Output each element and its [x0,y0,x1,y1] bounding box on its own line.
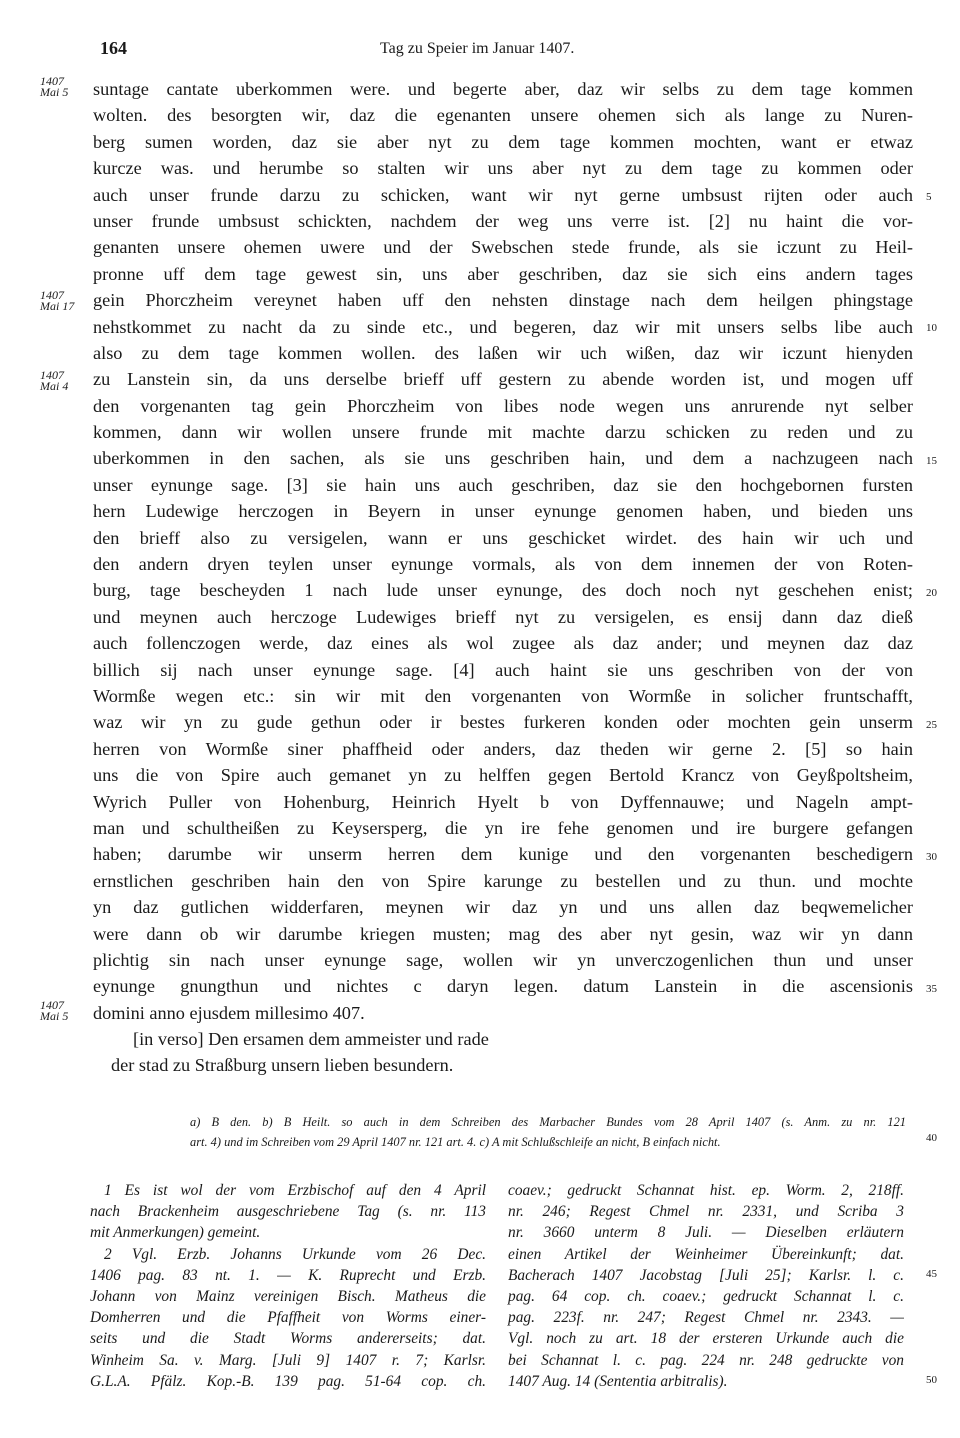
body-line: auch unser frunde darzu zu schicken, want wir nyt gerne umbsust rijten oder auch [93,184,913,205]
apparatus-line: art. 4) und im Schreiben vom 29 April 1407 nr. 121 art. 4. c) A mit Schlußschleife an nicht, B einfach nicht. [190,1135,721,1149]
margin-date-day: Mai 5 [40,85,69,99]
body-line: auch follenczogen werde, daz eines als wol zugee als daz ander; und meynen daz daz [93,633,913,654]
footnotes-left-column [90,1180,486,1392]
apparatus-line: a) B den. b) B Heilt. so auch in dem Schreiben des Marbacher Bundes vom 28 April 1407 (s. Anm. zu nr. 121 [190,1115,906,1129]
body-line: berg sumen worden, daz sie aber nyt zu dem tage kommen mochten, want er etwaz [93,131,913,152]
critical-apparatus [190,1112,906,1152]
body-line: kommen, dann wir wollen unsere frunde mit machte darzu schicken zu reden und zu [93,422,913,443]
footnote-line: Vgl. noch zu art. 18 der ersteren Urkunde auch die [508,1330,904,1348]
margin-date-year: 1407 [40,74,64,88]
line-number: 15 [926,455,937,467]
body-line: eynunge gnungthun und nichtes c daryn legen. datum Lanstein in die ascensionis [93,976,913,997]
page-number: 164 [100,38,127,58]
margin-date [40,370,92,392]
footnote-line: G.L.A. Pfälz. Kop.-B. 139 pag. 51-64 cop. ch. [90,1372,486,1390]
footnote-line: mit Anmerkungen) gemeint. [90,1224,261,1242]
body-line: hern Ludewige herczogen in Beyern in unser eynunge genomen haben, und bieden uns [93,501,913,522]
margin-date [40,1000,92,1022]
footnote-line: pag. 64 cop. ch. coaev.; gedruckt Schannat l. c. [508,1287,904,1305]
body-line: Wyrich Puller von Hohenburg, Heinrich Hyelt b von Dyffennauwe; und Nageln ampt- [93,791,913,812]
line-number: 40 [926,1132,937,1144]
margin-date-year: 1407 [40,998,64,1012]
footnote-line: Johann von Mainz vereinigen Bisch. Matheus die [90,1287,486,1305]
margin-date-year: 1407 [40,368,64,382]
footnote-line: nr. 246; Regest Chmel nr. 2331, und Scriba 3 [508,1203,904,1221]
body-line: billich sij nach unser eynunge sage. [4] auch haint sie uns geschriben von der von [93,659,913,680]
body-line: gein Phorczheim vereynet haben uff den nehsten dinstage nach dem heilgen phingstage [93,290,913,311]
body-line: uns die von Spire auch gemanet yn zu helffen gegen Bertold Krancz von Geyßpoltsheim, [93,765,913,786]
body-line: haben; darumbe wir unserm herren dem kunige und den vorgenanten beschedigern [93,844,913,865]
footnote-line: Bacherach 1407 Jacobstag [Juli 25]; Karlsr. l. c. [508,1266,904,1284]
body-line: zu Lanstein sin, da uns derselbe brieff uff gestern zu abende worden ist, und mogen uff [93,369,913,390]
body-line: nehstkommet zu nacht da zu sinde etc., und begeren, daz wir mit unsers selbs libe auch [93,316,913,337]
body-line: den brieff also zu versigelen, wann er uns geschicket wirdet. des hain wir uch und [93,527,913,548]
body-line: Wormße wegen etc.: sin wir mit den vorgenanten von Wormße in solicher fruntschafft, [93,685,913,706]
body-line: were dann ob wir darumbe kriegen musten; mag des aber nyt gesin, waz wir yn dann [93,923,913,944]
body-line: suntage cantate uberkommen were. und begerte aber, daz wir selbs zu dem tage kommen [93,79,913,99]
body-line: unser frunde umbsust schickten, nachdem der weg uns verre ist. [2] nu haint die vor- [93,210,913,231]
body-line: plichtig sin nach unser eynunge sage, wollen wir yn unverczogenlichen thun und unser [93,949,913,970]
line-number: 25 [926,719,937,731]
body-line: den vorgenanten tag gein Phorczheim von libes node wegen uns anrurende nyt selber [93,395,913,416]
margin-date-day: Mai 17 [40,299,75,313]
body-line: und meynen auch herczoge Ludewiges brieff nyt zu versigelen, es ensij dann daz dieß [93,606,913,627]
body-line: uberkommen in den sachen, als sie uns geschriben hain, und dem a nachzugeen nach [93,448,913,469]
body-line: herren von Wormße siner phaffheid oder anders, daz theden wir gerne 2. [5] so hain [93,738,913,759]
running-head: Tag zu Speier im Januar 1407. [380,40,575,57]
footnote-line: 1 Es ist wol der vom Erzbischof auf den 4 April [104,1182,486,1199]
body-line: man und schultheißen zu Keysersperg, die yn ire fehe genomen und ire burgere gefangen [93,817,913,838]
letter-body [93,76,913,1079]
margin-date [40,290,92,312]
footnote-line: 1407 Aug. 14 (Sententia arbitralis). [508,1372,728,1390]
body-line: domini anno ejusdem millesimo 407. [93,1002,365,1023]
line-number: 5 [926,191,932,203]
footnote-line: nach Brackenheim ausgeschriebene Tag (s. nr. 113 [90,1203,486,1221]
line-number: 20 [926,587,937,599]
address-line: der stad zu Straßburg unsern lieben besundern. [111,1055,454,1076]
footnote-line: einen Artikel der Weinheimer Übereinkunft; dat. [508,1245,904,1263]
footnote-line: pag. 223f. nr. 247; Regest Chmel nr. 2343. — [508,1309,904,1327]
line-number: 45 [926,1268,937,1280]
footnote-line: coaev.; gedruckt Schannat hist. ep. Worm. 2, 218ff. [508,1182,904,1199]
body-line: unser eynunge sage. [3] sie hain uns auch geschriben, daz sie den hochgebornen fursten [93,474,913,495]
footnote-line: 1406 pag. 83 nt. 1. — K. Ruprecht und Erzb. [90,1266,486,1284]
footnote-line: seits und die Stadt Worms andererseits; dat. [90,1330,486,1348]
line-number: 30 [926,851,937,863]
footnote-line: Winheim Sa. v. Marg. [Juli 9] 1407 r. 7; Karlsr. [90,1351,486,1369]
body-line: ernstlichen geschriben hain den von Spire karunge zu bestellen und zu thun. und mochte [93,870,913,891]
body-line: den andern dryen teylen unser eynunge vormals, als von dem innemen der von Roten- [93,554,913,575]
body-line: pronne uff dem tage gewest sin, uns aber geschriben, daz sie sich eins andern tages [93,263,913,284]
body-line: burg, tage bescheyden 1 nach lude unser eynunge, des doch noch nyt geschehen enist; [93,580,913,601]
margin-date-day: Mai 5 [40,1009,69,1023]
body-line: genanten unsere ohemen uwere und der Swebschen stede frunde, als sie iczunt zu Heil- [93,237,913,258]
line-number: 35 [926,983,937,995]
body-line: also zu dem tage kommen wollen. des laßen wir uch wißen, daz wir iczunt hienyden [93,342,913,363]
footnote-line: Domherren und die Pfaffheit von Worms einer- [90,1309,486,1327]
line-number: 50 [926,1374,937,1386]
footnote-line: nr. 3660 unterm 8 Juli. — Dieselben erläutern [508,1224,904,1242]
margin-date-year: 1407 [40,288,64,302]
body-line: yn daz gutlichen widderfaren, meynen wir daz yn und uns allen daz beqwemelicher [93,897,913,918]
footnote-line: 2 Vgl. Erzb. Johanns Urkunde vom 26 Dec. [104,1245,486,1263]
body-line: kurcze was. und herumbe so stalten wir uns aber nyt zu dem tage zu kommen oder [93,158,913,179]
footnote-line: bei Schannat l. c. pag. 224 nr. 248 gedruckte von [508,1351,904,1369]
body-line: waz wir yn zu gude gethun oder ir bestes furkeren konden oder mochten gein unserm [93,712,913,733]
footnotes-right-column [508,1180,904,1392]
body-line: wolten. des besorgten wir, daz die egenanten unsere ohemen sich als lange zu Nuren- [93,105,913,126]
margin-date [40,76,92,98]
line-number: 10 [926,322,937,334]
margin-date-day: Mai 4 [40,379,69,393]
address-line: [in verso] Den ersamen dem ammeister und rade [133,1029,489,1050]
